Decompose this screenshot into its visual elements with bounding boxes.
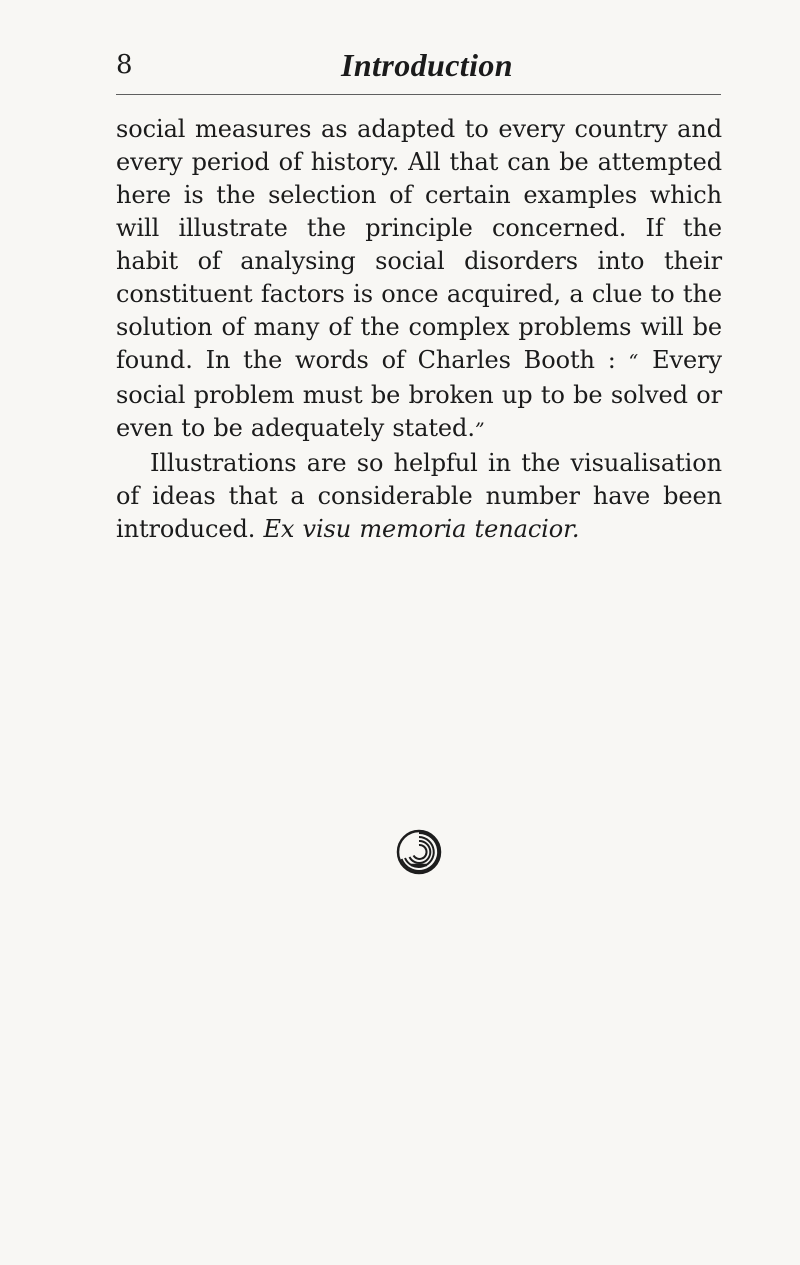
- open-quote: “: [628, 351, 640, 373]
- page-number: 8: [116, 50, 133, 80]
- body-text: [116, 113, 722, 546]
- paragraph-2-text: Illustrations are so helpful in the visualisation of ideas that a considerable number have been introduced.: [116, 449, 722, 543]
- close-quote: ”: [474, 419, 486, 441]
- running-head: Introduction: [341, 47, 513, 83]
- paragraph-2: [116, 447, 722, 546]
- booth-quote: Every social problem must be broken up to be solved or even to be adequately stated.: [116, 346, 722, 442]
- header-rule: [116, 94, 721, 95]
- spiral-emblem-icon: [395, 828, 443, 876]
- latin-quote: Ex visu memoria tenacior.: [263, 515, 580, 543]
- paragraph-1-text: social measures as adapted to every country and every period of history. All that can be attempted here is the selection of certain examples which will illustrate the principle concerned. If the habit of analysing social disorders into their constituent factors is once acquired, a clue to the solution of many of the complex problems will be found. In the words of Charles Booth :: [116, 115, 722, 374]
- paragraph-1: [116, 113, 722, 447]
- page-header: [116, 46, 720, 94]
